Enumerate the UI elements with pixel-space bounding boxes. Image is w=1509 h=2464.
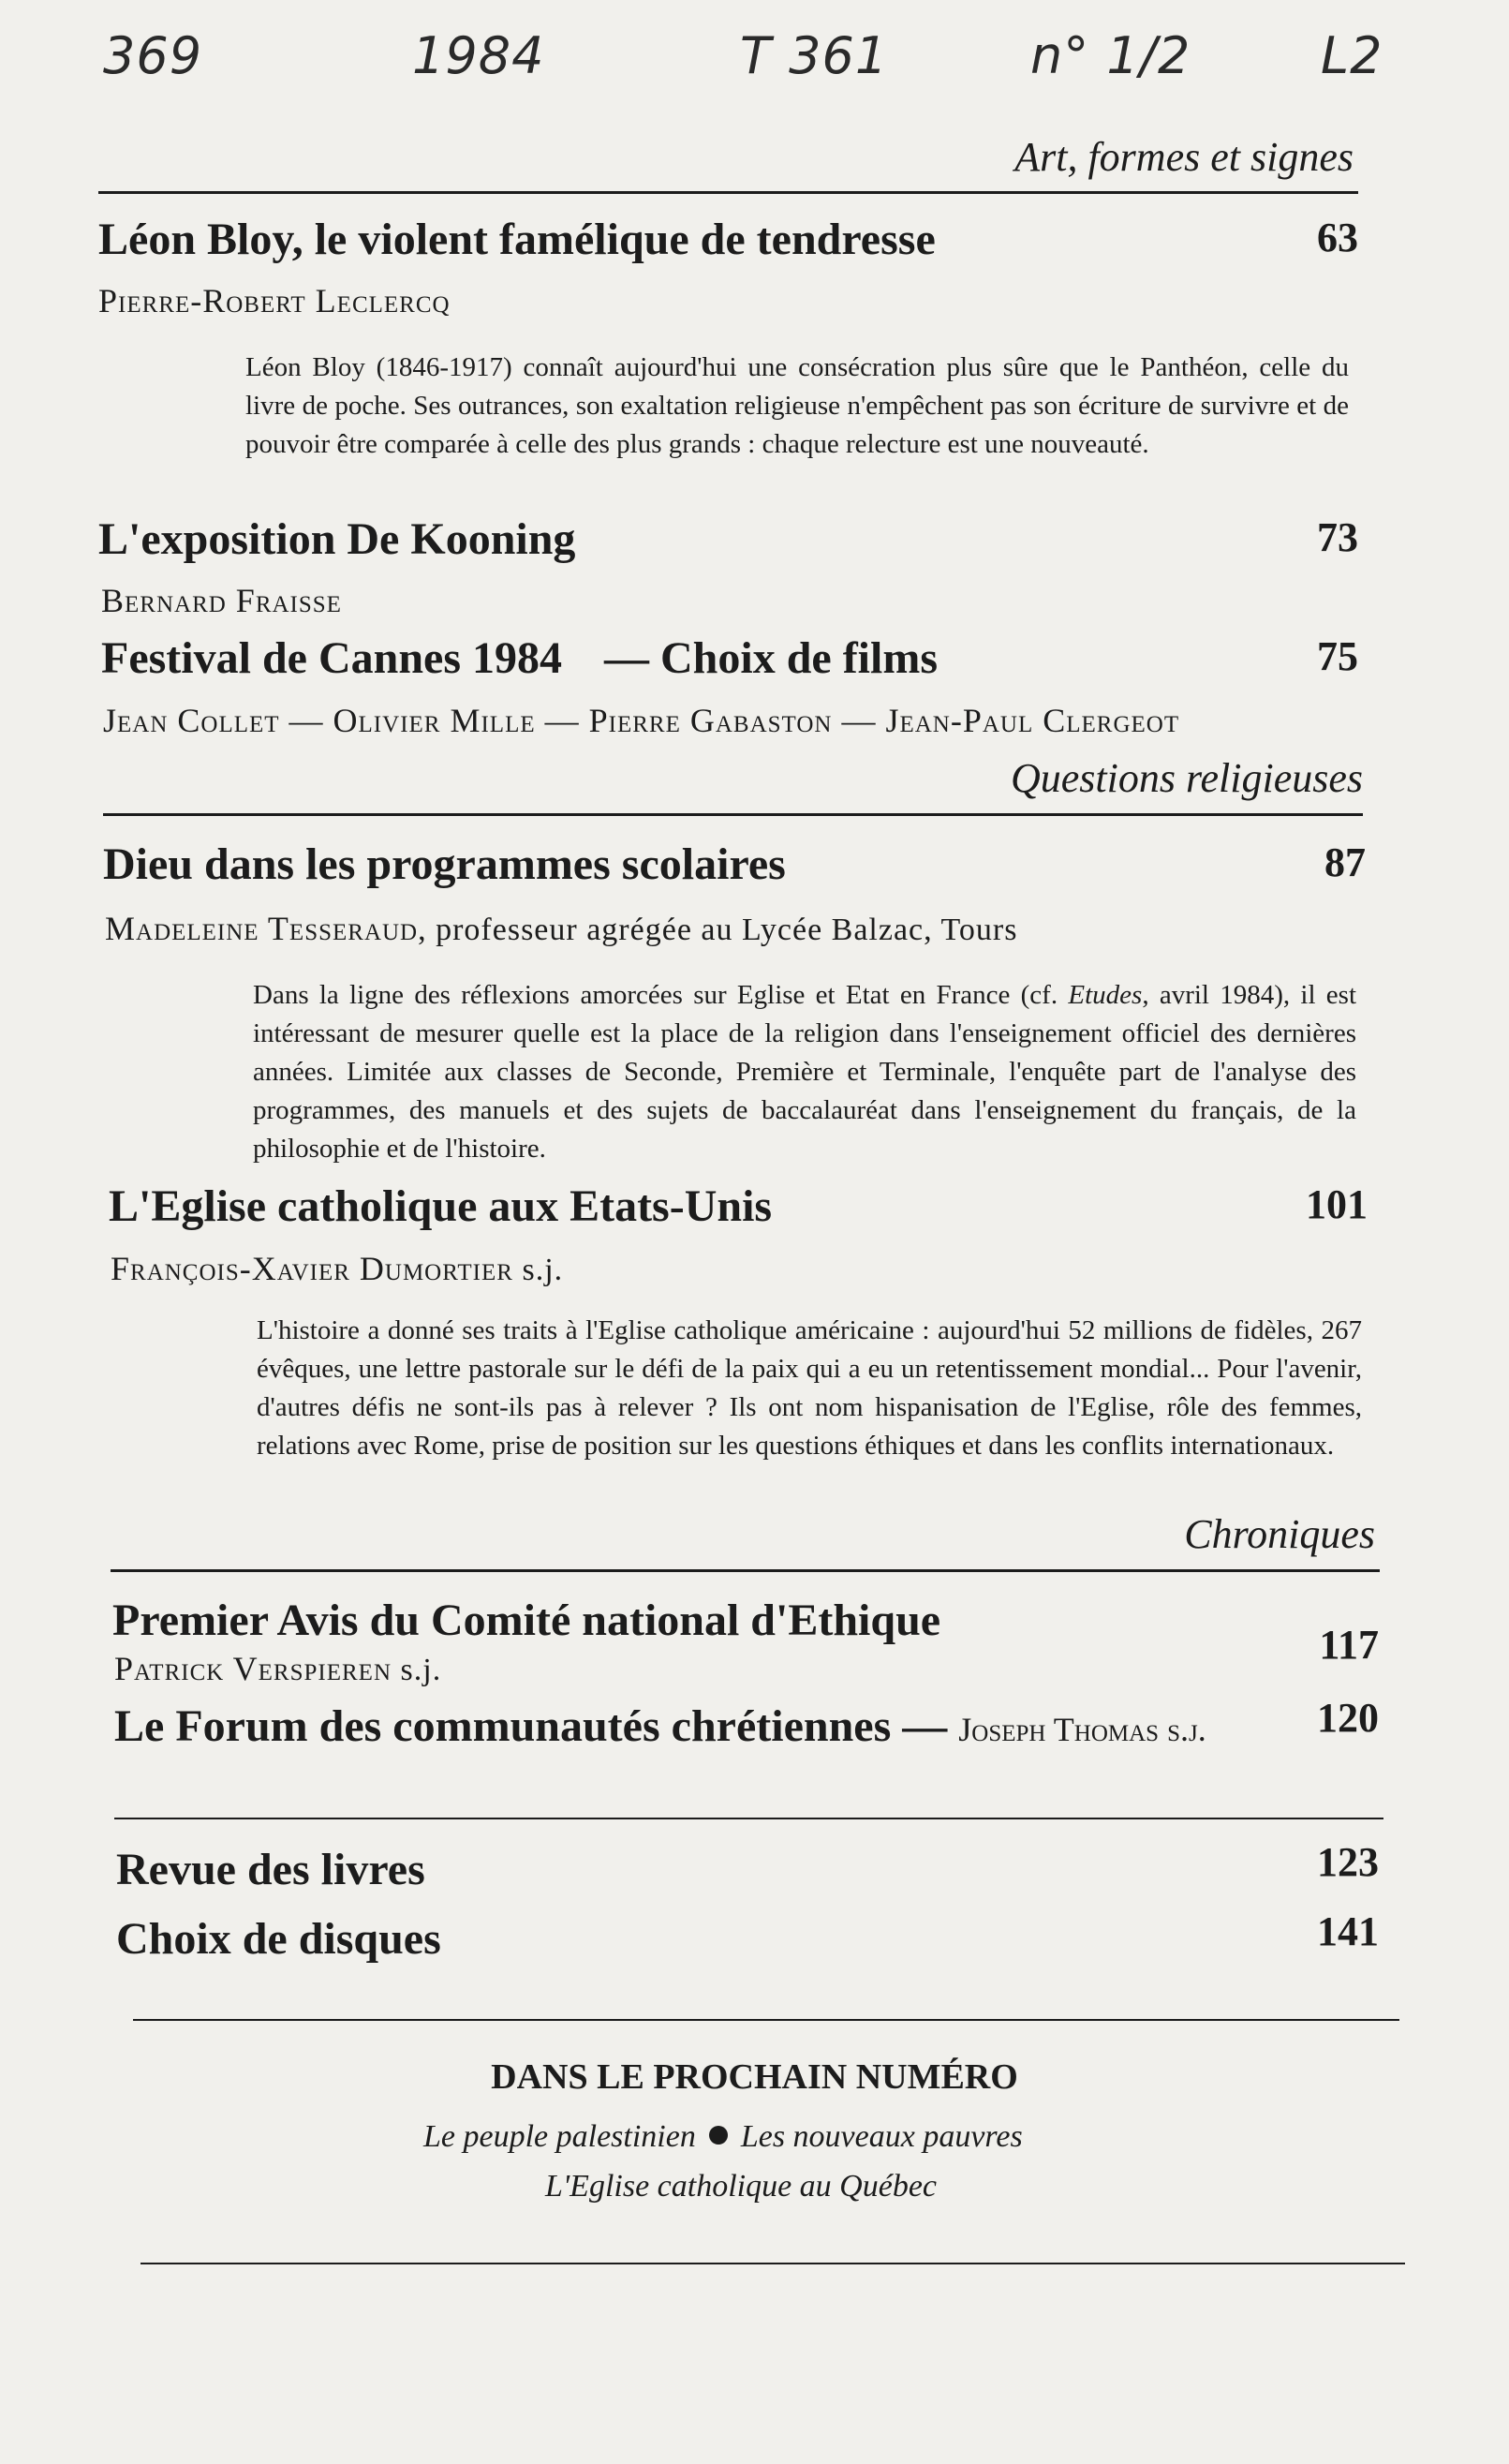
divider-rule xyxy=(114,1818,1383,1819)
divider-rule xyxy=(133,2019,1399,2021)
article-title-avis: Premier Avis du Comité national d'Ethique xyxy=(112,1596,941,1645)
handwritten-note-4: n° 1/2 xyxy=(1030,26,1191,85)
section-heading-art: Art, formes et signes xyxy=(1014,134,1354,180)
article-title-disques: Choix de disques xyxy=(116,1914,441,1964)
handwritten-note-3: T 361 xyxy=(740,26,889,85)
handwritten-note-2: 1984 xyxy=(412,26,545,85)
page-number-avis: 117 xyxy=(1319,1622,1379,1668)
author-kooning: Bernard Fraisse xyxy=(101,582,342,619)
handwritten-note-1: 369 xyxy=(103,26,203,85)
page-number-forum: 120 xyxy=(1317,1695,1379,1741)
article-title-eglise: L'Eglise catholique aux Etats-Unis xyxy=(109,1181,773,1231)
page-number-kooning: 73 xyxy=(1317,514,1358,560)
next-issue-line-1: Le peuple palestinien Les nouveaux pauvres xyxy=(423,2119,1023,2154)
divider-rule xyxy=(141,2263,1405,2264)
page-number-livres: 123 xyxy=(1317,1839,1379,1885)
author-dieu: Madeleine Tesseraud, professeur agrégée au Lycée Balzac, Tours xyxy=(105,910,1018,947)
page-number-dieu: 87 xyxy=(1324,839,1366,885)
article-title-dieu: Dieu dans les programmes scolaires xyxy=(103,839,786,889)
article-title-cannes: Festival de Cannes 1984 xyxy=(101,633,562,683)
abstract-bloy: Léon Bloy (1846-1917) connaît aujourd'hui une consécration plus sûre que le Panthéon, celle du livre de poche. Ses outrances, son exaltation religieuse n'empêchent pas son écriture de survivre et de pouvoir être comparée à celle des plus grands : chaque relecture est une nouveauté. xyxy=(245,352,1349,459)
author-eglise: François-Xavier Dumortier s.j. xyxy=(111,1250,564,1287)
author-bloy: Pierre-Robert Leclercq xyxy=(98,282,451,319)
article-subtitle-cannes: — Choix de films xyxy=(604,633,939,683)
page-number-cannes: 75 xyxy=(1317,633,1358,679)
next-issue-heading: DANS LE PROCHAIN NUMÉRO xyxy=(491,2057,1018,2097)
handwritten-note-5: L2 xyxy=(1321,26,1383,85)
abstract-eglise: L'histoire a donné ses traits à l'Eglise catholique américaine : aujourd'hui 52 millions de fidèles, 267 évêques, une lettre pastorale sur le défi de la paix qui a eu un retentissement mondial... Pour l'avenir, d'autres défis ne sont-ils pas à relever ? Ils ont nom hispanisation de l'Eglise, rôle des femmes, relations avec Rome, prise de position sur les questions éthiques et dans les conflits internationaux. xyxy=(257,1315,1362,1461)
author-avis: Patrick Verspieren s.j. xyxy=(114,1650,442,1687)
bullet-dot-icon xyxy=(709,2126,728,2145)
section-rule xyxy=(103,813,1363,816)
section-rule xyxy=(98,191,1358,194)
next-issue-line-2: L'Eglise catholique au Québec xyxy=(545,2169,938,2204)
section-heading-religion: Questions religieuses xyxy=(1011,755,1363,801)
section-heading-chroniques: Chroniques xyxy=(1184,1511,1375,1557)
page-number-bloy: 63 xyxy=(1317,215,1358,260)
page-number-disques: 141 xyxy=(1317,1908,1379,1954)
article-title-kooning: L'exposition De Kooning xyxy=(98,514,576,564)
page-number-eglise: 101 xyxy=(1306,1181,1368,1227)
abstract-dieu: Dans la ligne des réflexions amorcées sur Eglise et Etat en France (cf. Etudes, avril 1984), il est intéressant de mesurer quelle est la place de la religion dans l'enseignement officiel des dernières années. Limitée aux classes de Seconde, Première et Terminale, l'enquête part de l'analyse des programmes, des manuels et des sujets de baccalauréat dans l'enseignement du français, de la philosophie et de l'histoire. xyxy=(253,980,1357,1164)
author-cannes: Jean Collet — Olivier Mille — Pierre Gabaston — Jean-Paul Clergeot xyxy=(103,702,1180,739)
article-title-bloy: Léon Bloy, le violent famélique de tendresse xyxy=(98,215,936,264)
section-rule xyxy=(111,1569,1380,1572)
article-title-forum: Le Forum des communautés chrétiennes — Joseph Thomas s.j. xyxy=(114,1701,1206,1751)
article-title-livres: Revue des livres xyxy=(116,1845,425,1894)
